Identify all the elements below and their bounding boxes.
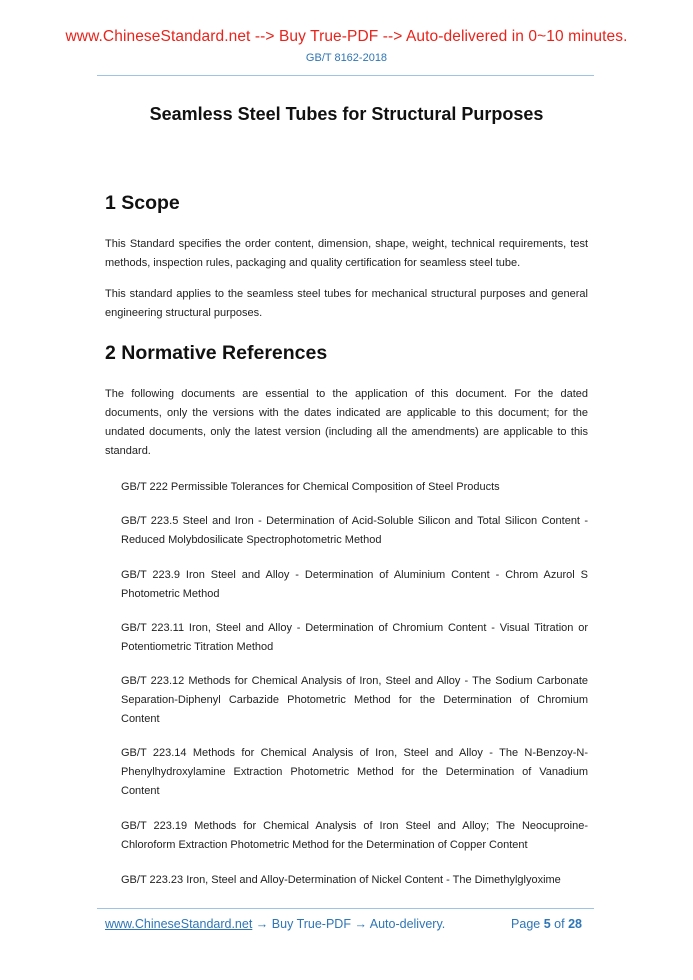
header-divider bbox=[97, 75, 594, 76]
footer-delivery-text: Auto-delivery. bbox=[369, 917, 446, 931]
header-banner[interactable]: www.ChineseStandard.net --> Buy True-PDF --> Auto-delivered in 0~10 minutes. bbox=[65, 28, 628, 45]
page-number bbox=[511, 917, 582, 931]
page-title: Seamless Steel Tubes for Structural Purposes bbox=[149, 104, 544, 124]
reference-item: GB/T 223.11 Iron, Steel and Alloy - Determination of Chromium Content - Visual Titration or Potentiometric Titration Method bbox=[121, 622, 588, 653]
section-heading-scope: 1 Scope bbox=[105, 192, 180, 214]
section-heading-normative-references: 2 Normative References bbox=[105, 342, 328, 364]
current-page: 5 bbox=[543, 917, 551, 931]
scope-paragraph-2: This standard applies to the seamless steel tubes for mechanical structural purposes and general engineering structural purposes. bbox=[105, 288, 588, 319]
reference-item: GB/T 223.12 Methods for Chemical Analysis of Iron, Steel and Alloy - The Sodium Carbonate Separation-Diphenyl Carbazide Photometric Method for the Determination of Chromium Content bbox=[121, 675, 588, 725]
reference-item: GB/T 223.5 Steel and Iron - Determination of Acid-Soluble Silicon and Total Silicon Content - Reduced Molybdosilicate Spectrophotometric Method bbox=[121, 515, 588, 546]
total-pages: 28 bbox=[568, 917, 582, 931]
references-intro-paragraph: The following documents are essential to the application of this document. For the dated documents, only the versions with the dates indicated are applicable to this document; for the undated documents, only the latest version (including all the amendments) are applicable to this standard. bbox=[105, 388, 588, 457]
footer-links bbox=[105, 917, 445, 931]
footer-divider bbox=[97, 908, 594, 909]
document-id: GB/T 8162-2018 bbox=[305, 52, 388, 64]
page-footer bbox=[105, 917, 588, 933]
reference-item: GB/T 222 Permissible Tolerances for Chemical Composition of Steel Products bbox=[121, 481, 500, 493]
reference-item: GB/T 223.23 Iron, Steel and Alloy-Determination of Nickel Content - The Dimethylglyoxime bbox=[121, 874, 561, 886]
footer-site-link[interactable]: www.ChineseStandard.net bbox=[105, 917, 253, 931]
page-label: Page bbox=[511, 917, 541, 931]
reference-item: GB/T 223.14 Methods for Chemical Analysis of Iron, Steel and Alloy - The N-Benzoy-N-Phenylhydroxylamine Extraction Photometric Method for the Determination of Vanadium Content bbox=[121, 747, 588, 797]
arrow-right-icon: → bbox=[255, 917, 269, 931]
reference-item: GB/T 223.9 Iron Steel and Alloy - Determination of Aluminium Content - Chrom Azurol S Photometric Method bbox=[121, 569, 588, 600]
footer-buy-text: Buy True-PDF bbox=[271, 917, 351, 931]
of-label: of bbox=[554, 917, 565, 931]
reference-item: GB/T 223.19 Methods for Chemical Analysis of Iron Steel and Alloy; The Neocuproine-Chloroform Extraction Photometric Method for the Determination of Copper Content bbox=[121, 820, 588, 851]
arrow-right-icon: → bbox=[354, 917, 367, 931]
scope-paragraph-1: This Standard specifies the order content, dimension, shape, weight, technical requirements, test methods, inspection rules, packaging and quality certification for seamless steel tube. bbox=[105, 238, 588, 269]
